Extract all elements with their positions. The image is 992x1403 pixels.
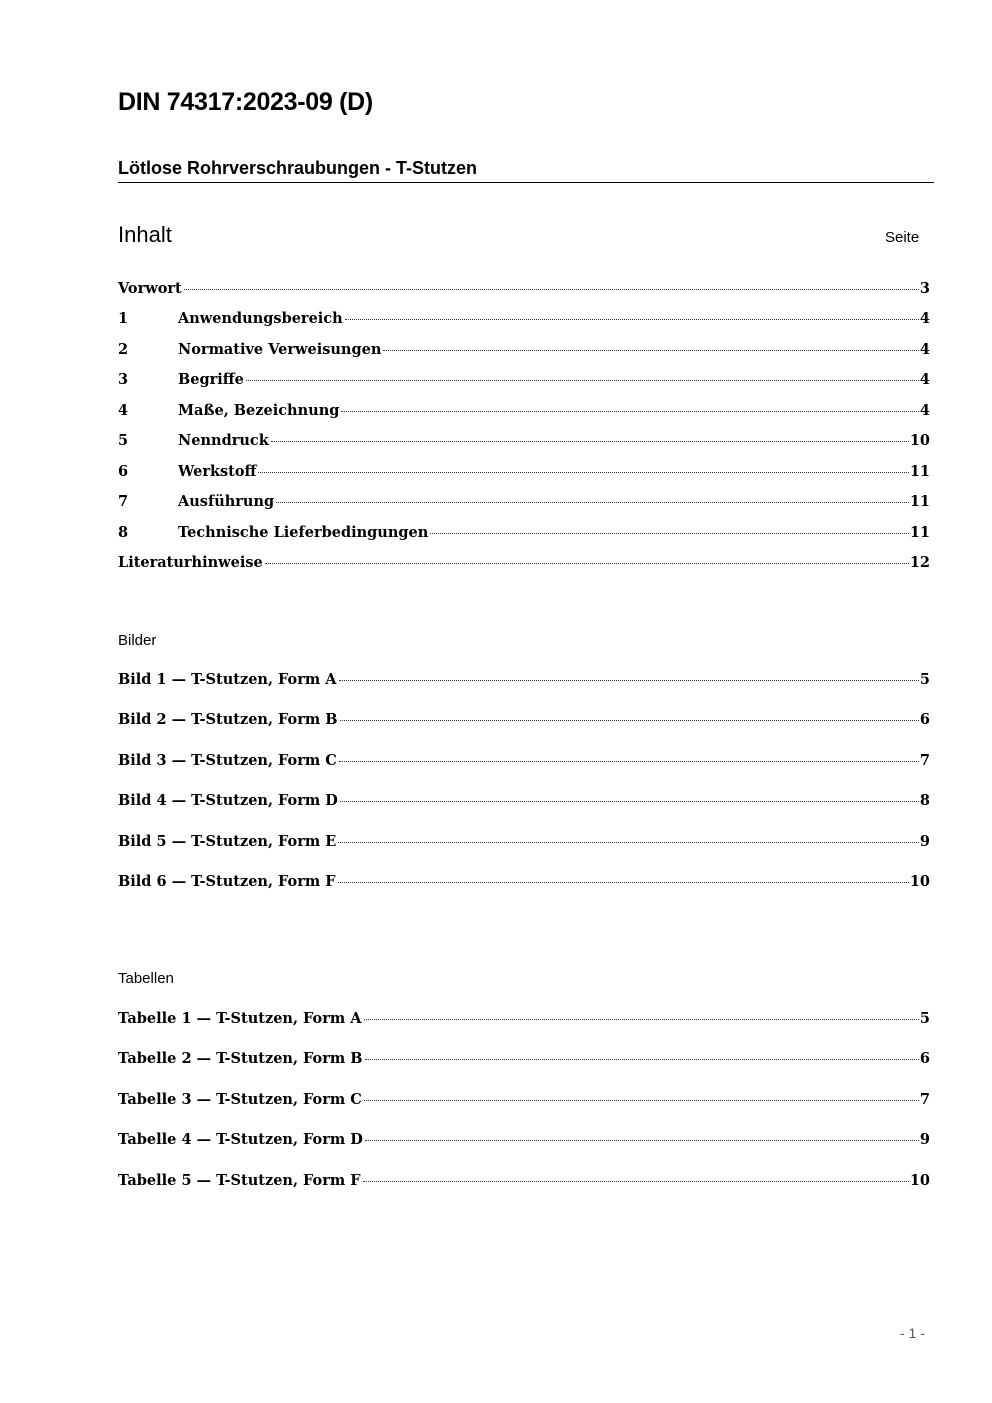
toc-entry-page: 4	[919, 341, 930, 358]
toc-entry-8[interactable]	[118, 524, 930, 544]
toc-entry-label: Normative Verweisungen	[178, 341, 382, 358]
dot-leader	[430, 533, 909, 534]
toc-entry-page: 3	[919, 280, 930, 297]
toc-entry-page: 10	[909, 432, 930, 449]
toc-entry-number: 5	[118, 432, 129, 449]
table-entry-label: Tabelle 4 — T-Stutzen, Form D	[118, 1131, 363, 1148]
dot-leader	[258, 472, 908, 473]
toc-entry-label: Werkstoff	[178, 463, 257, 480]
toc-entry-page: 12	[909, 554, 930, 571]
toc-entry-4[interactable]	[118, 402, 930, 422]
dot-leader	[184, 289, 919, 290]
toc-entry-7[interactable]	[118, 493, 930, 513]
dot-leader	[338, 842, 919, 843]
toc-entry-3[interactable]	[118, 371, 930, 391]
toc-entry-number: 8	[118, 524, 129, 541]
toc-entry-page: 11	[909, 524, 930, 541]
table-entry-5[interactable]	[118, 1172, 930, 1192]
dot-leader	[340, 720, 919, 721]
table-entry-label: Tabelle 5 — T-Stutzen, Form F	[118, 1172, 361, 1189]
figure-entry-label: Bild 6 — T-Stutzen, Form F	[118, 873, 336, 890]
figure-entry-label: Bild 5 — T-Stutzen, Form E	[118, 833, 337, 850]
dot-leader	[365, 1140, 919, 1141]
toc-entry-page: 11	[909, 493, 930, 510]
figures-heading: Bilder	[118, 632, 157, 649]
table-entry-page: 5	[919, 1010, 930, 1027]
toc-heading: Inhalt	[118, 222, 172, 247]
toc-entry-page: 4	[919, 371, 930, 388]
table-entry-1[interactable]	[118, 1010, 930, 1030]
table-entry-label: Tabelle 2 — T-Stutzen, Form B	[118, 1050, 363, 1067]
toc-entry-number: 7	[118, 493, 129, 510]
toc-entry-number: 3	[118, 371, 129, 388]
toc-entry-number: 6	[118, 463, 129, 480]
title-rule	[118, 182, 934, 183]
table-entry-page: 6	[919, 1050, 930, 1067]
table-entry-label: Tabelle 3 — T-Stutzen, Form C	[118, 1091, 362, 1108]
dot-leader	[271, 441, 909, 442]
dot-leader	[341, 411, 919, 412]
dot-leader	[338, 882, 909, 883]
tables-heading: Tabellen	[118, 970, 174, 987]
toc-entry-page: 4	[919, 310, 930, 327]
toc-entry-number: 1	[118, 310, 129, 327]
toc-entry-page: 11	[909, 463, 930, 480]
page-number: - 1 -	[900, 1325, 925, 1341]
document-subtitle: Lötlose Rohrverschraubungen - T-Stutzen	[118, 158, 478, 178]
figure-entry-5[interactable]	[118, 833, 930, 853]
figure-entry-2[interactable]	[118, 711, 930, 731]
dot-leader	[339, 680, 919, 681]
figure-entry-6[interactable]	[118, 873, 930, 893]
toc-entry-label: Vorwort	[118, 280, 182, 297]
table-entry-3[interactable]	[118, 1091, 930, 1111]
dot-leader	[265, 563, 909, 564]
table-entry-page: 7	[919, 1091, 930, 1108]
toc-entry-number: 4	[118, 402, 129, 419]
figure-entry-1[interactable]	[118, 671, 930, 691]
toc-entry-label: Technische Lieferbedingungen	[178, 524, 429, 541]
figure-entry-label: Bild 1 — T-Stutzen, Form A	[118, 671, 337, 688]
toc-entry-1[interactable]	[118, 310, 930, 330]
figure-entry-page: 7	[919, 752, 930, 769]
figure-entry-label: Bild 3 — T-Stutzen, Form C	[118, 752, 337, 769]
document-id: DIN 74317:2023-09 (D)	[118, 88, 373, 116]
toc-entry-6[interactable]	[118, 463, 930, 483]
figure-entry-3[interactable]	[118, 752, 930, 772]
dot-leader	[363, 1181, 909, 1182]
toc-entry-2[interactable]	[118, 341, 930, 361]
figure-entry-label: Bild 4 — T-Stutzen, Form D	[118, 792, 338, 809]
table-entry-page: 9	[919, 1131, 930, 1148]
dot-leader	[364, 1100, 919, 1101]
figure-entry-page: 8	[919, 792, 930, 809]
toc-entry-foreword[interactable]	[118, 280, 930, 300]
dot-leader	[383, 350, 919, 351]
toc-entry-label: Literaturhinweise	[118, 554, 263, 571]
dot-leader	[339, 761, 919, 762]
toc-entry-label: Anwendungsbereich	[178, 310, 343, 327]
table-entry-4[interactable]	[118, 1131, 930, 1151]
dot-leader	[345, 319, 919, 320]
toc-entry-page: 4	[919, 402, 930, 419]
toc-entry-label: Maße, Bezeichnung	[178, 402, 340, 419]
dot-leader	[365, 1059, 919, 1060]
toc-entry-label: Ausführung	[178, 493, 275, 510]
table-entry-2[interactable]	[118, 1050, 930, 1070]
dot-leader	[364, 1019, 919, 1020]
figure-entry-page: 5	[919, 671, 930, 688]
page-column-label: Seite	[885, 229, 920, 246]
toc-entry-label: Begriffe	[178, 371, 244, 388]
figure-entry-4[interactable]	[118, 792, 930, 812]
dot-leader	[276, 502, 909, 503]
figure-entry-label: Bild 2 — T-Stutzen, Form B	[118, 711, 338, 728]
figure-entry-page: 6	[919, 711, 930, 728]
dot-leader	[246, 380, 919, 381]
figure-entry-page: 10	[909, 873, 930, 890]
figure-entry-page: 9	[919, 833, 930, 850]
dot-leader	[340, 801, 919, 802]
table-entry-label: Tabelle 1 — T-Stutzen, Form A	[118, 1010, 362, 1027]
toc-entry-number: 2	[118, 341, 129, 358]
toc-entry-bibliography[interactable]	[118, 554, 930, 574]
toc-entry-5[interactable]	[118, 432, 930, 452]
toc-entry-label: Nenndruck	[178, 432, 269, 449]
table-entry-page: 10	[909, 1172, 930, 1189]
